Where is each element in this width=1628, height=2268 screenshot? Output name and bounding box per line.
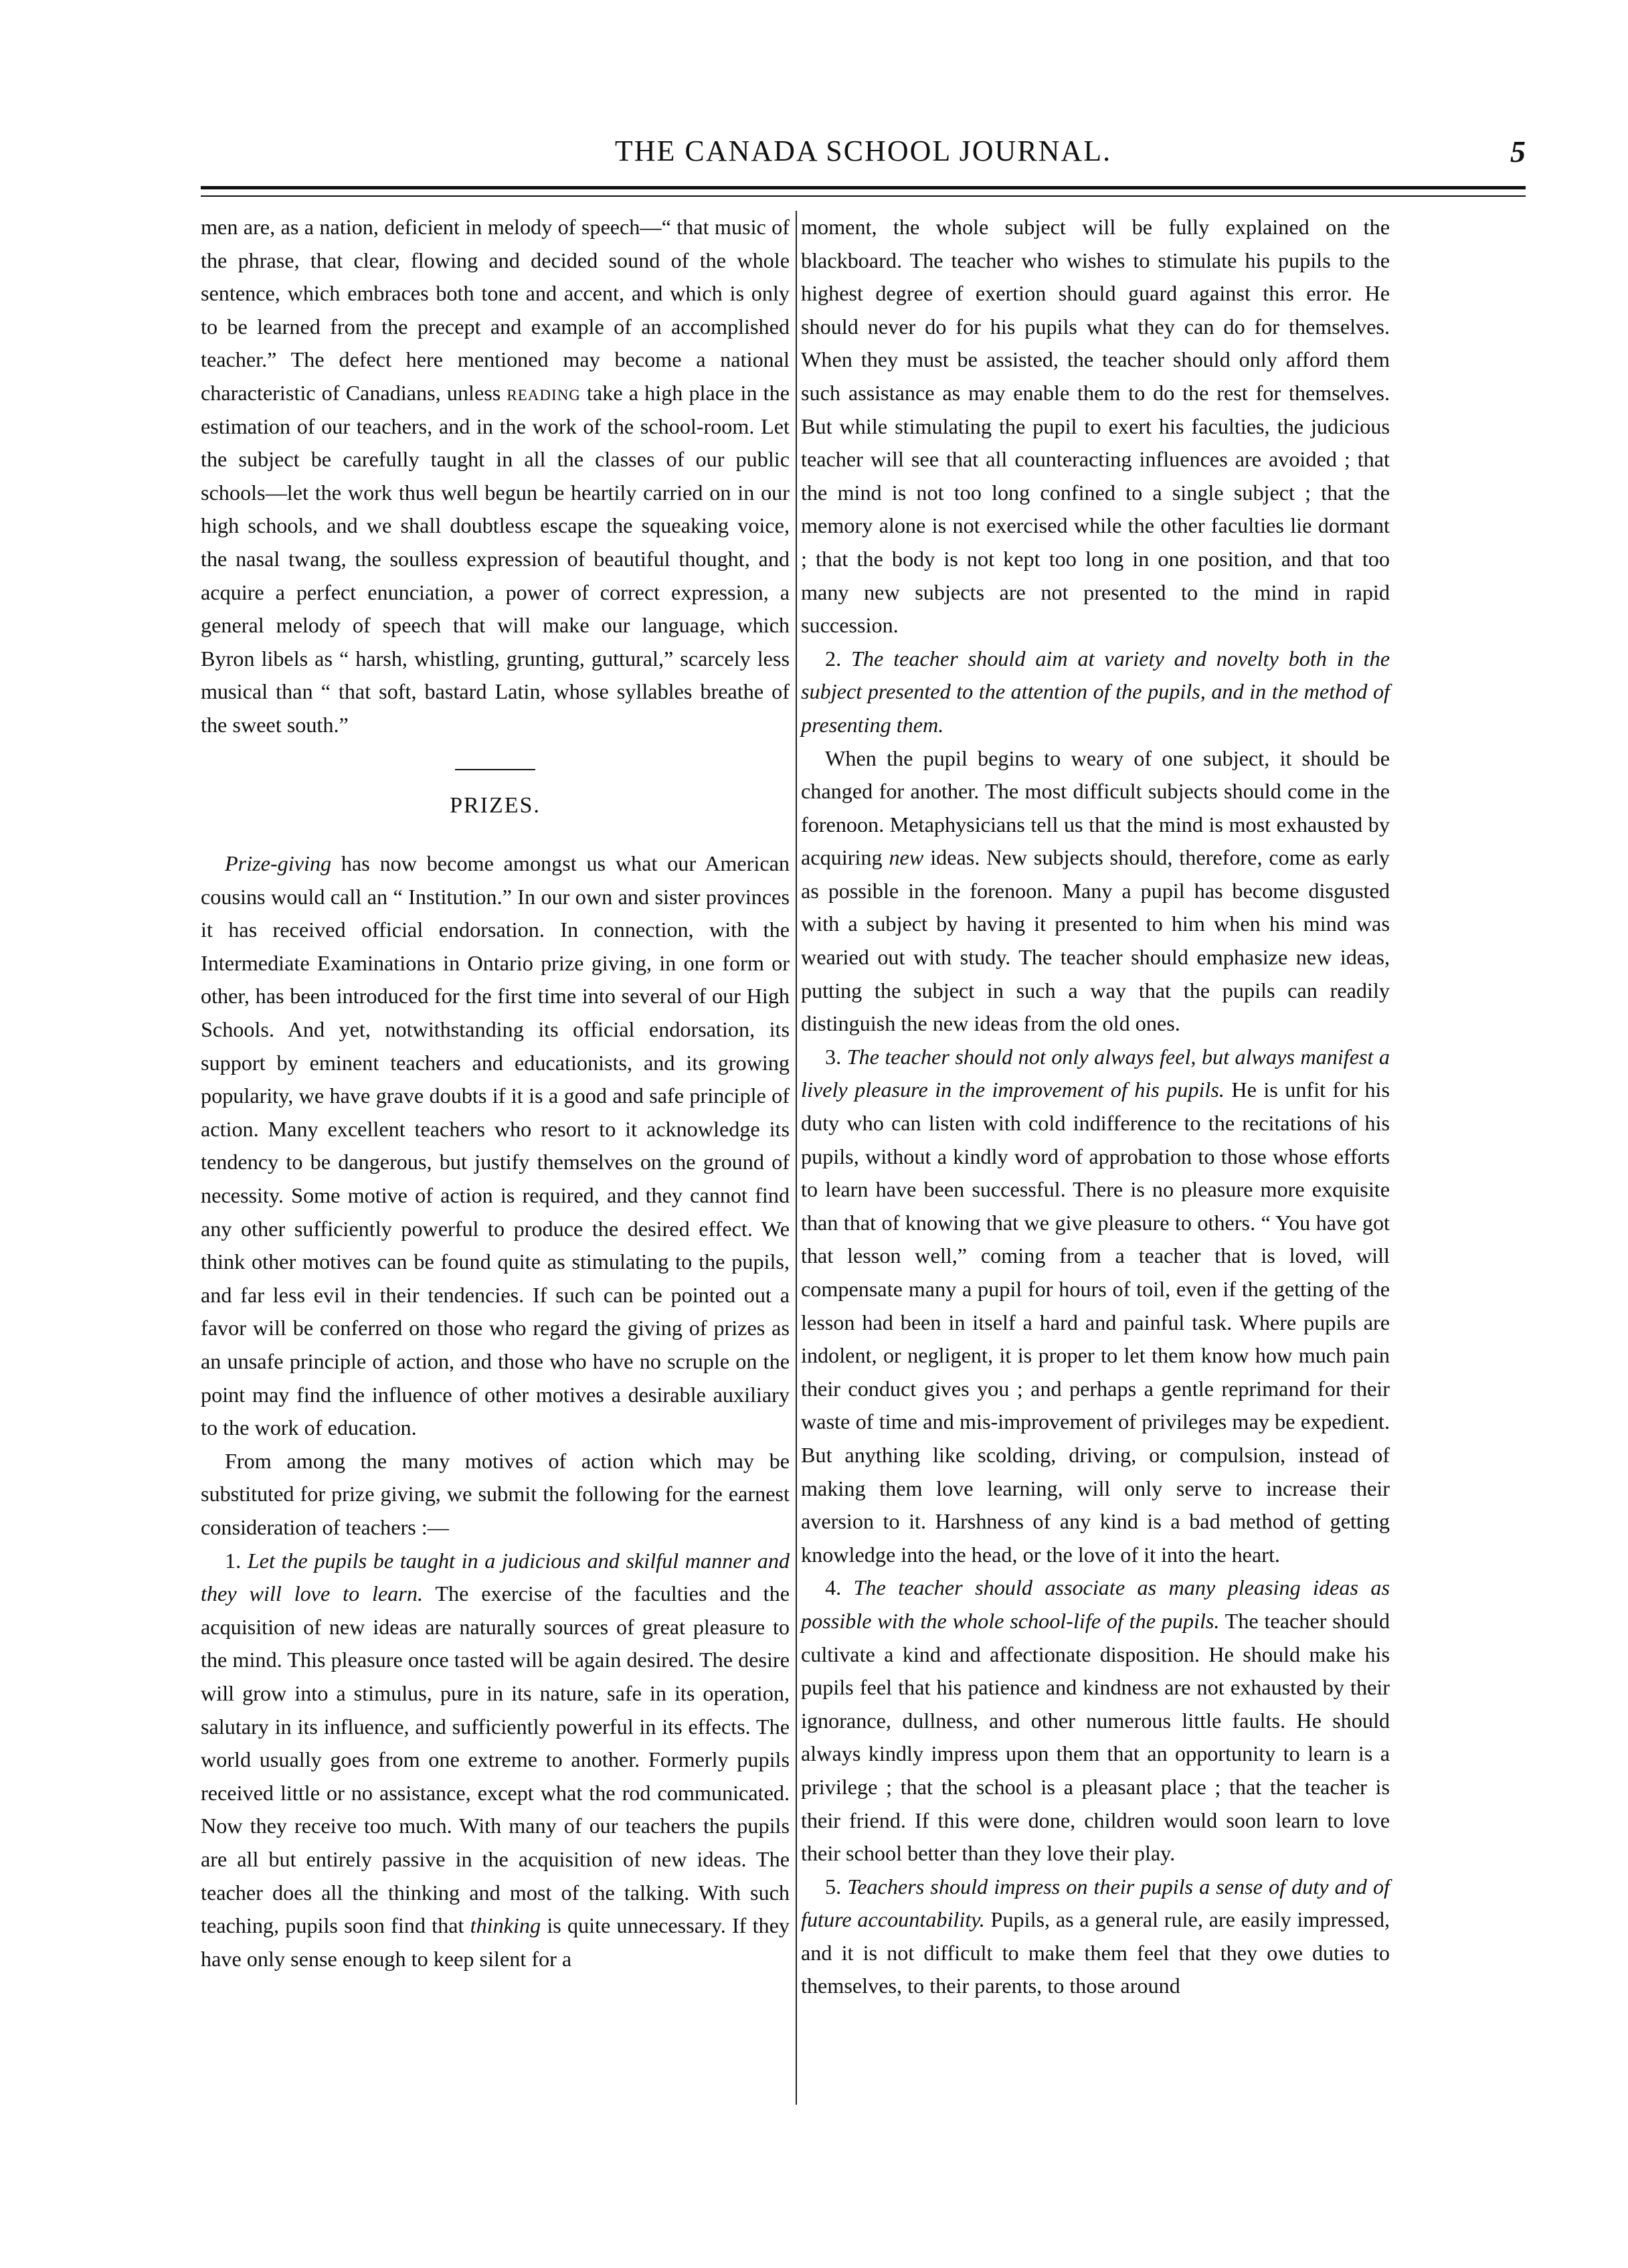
numbered-paragraph: [801, 1870, 1390, 2003]
numbered-paragraph: [201, 1545, 790, 1976]
header-rule-thick: [201, 186, 1526, 189]
left-column: [201, 211, 790, 1976]
paragraph: [801, 742, 1390, 1041]
item-number: 4.: [825, 1575, 854, 1600]
text-run: The teacher should cultivate a kind and affectionate disposition. He should make his pupils feel that his patience and kindness are not exhausted by their ignorance, dullness, and other numerous little faults. He should always kindly impress upon them that an opportunity to learn is a privilege ; that the school is a pleasant place ; that the teacher is their friend. If this were done, children would soon learn to love their school better than they love their play.: [801, 1608, 1390, 1866]
item-number: 1.: [225, 1548, 248, 1573]
paragraph: [201, 847, 790, 1445]
text-run: has now become amongst us what our American cousins would call an “ Institution.” In our own and sister provinces it has received official endorsation. In connection, with the Intermediate Examinations in Ontario prize giving, in one form or other, has been introduced for the first time into several of our High Schools. And yet, notwithstanding its official endorsation, its support by eminent teachers and educationists, and its growing popularity, we have grave doubts if it is a good and safe principle of action. Many excellent teachers who resort to it acknowledge its tendency to be dangerous, but justify themselves on the ground of necessity. Some motive of action is required, and they cannot find any other sufficiently powerful to produce the desired effect. We think other motives can be found quite as stimulating to the pupils, and far less evil in their tendencies. If such can be pointed out a favor will be conferred on those who regard the giving of prizes as an unsafe principle of action, and those who have no scruple on the point may find the influence of other motives a desirable auxiliary to the work of education.: [201, 851, 790, 1440]
item-number: 5.: [825, 1874, 848, 1899]
running-title: THE CANADA SCHOOL JOURNAL.: [614, 135, 1112, 167]
text-run: The exercise of the faculties and the acquisition of new ideas are naturally sources of great pleasure to the mind. This pleasure once tasted will be again desired. The desire will grow into a stimulus, pure in its nature, safe in its operation, salutary in its influence, and sufficiently powerful in its effects. The world usually goes from one extreme to another. Formerly pupils received little or no assistance, except what the rod communicated. Now they receive too much. With many of our teachers the pupils are all but entirely passive in the acquisition of new ideas. The teacher does all the thinking and most of the talking. With such teaching, pupils soon find that: [201, 1581, 790, 1938]
item-number: 2.: [825, 646, 852, 671]
text-run: take a high place in the estimation of our teachers, and in the work of the school-room. Let the subject be carefully taught in all the classes of our public schools—let the work thus well begun be heartily carried on in our high schools, and we shall doubtless escape the squeaking voice, the nasal twang, the soulless expression of beautiful thought, and acquire a perfect enunciation, a power of correct expression, a general melody of speech that will make our language, which Byron libels as “ harsh, whistling, grunting, guttural,” scarcely less musical than “ that soft, bastard Latin, whose syllables breathe of the sweet south.”: [201, 380, 790, 737]
text-run: men are, as a nation, deficient in melody of speech—“ that music of the phrase, that clear, flowing and decided sound of the whole sentence, which embraces both tone and accent, and which is only to be learned from the precept and example of an accomplished teacher.” The defect here mentioned may become a national characteristic of Canadians, unless: [201, 215, 790, 405]
numbered-paragraph: [801, 1571, 1390, 1870]
small-caps-word: reading: [507, 380, 581, 405]
right-column: [801, 211, 1390, 2003]
paragraph: [201, 211, 790, 742]
heading-rule: [455, 769, 535, 770]
text-run: He is unfit for his duty who can listen with cold indifference to the recitations of his pupils, without a kindly word of approbation to those whose efforts to learn have been successful. There is no pleasure more exquisite than that of knowing that we give pleasure to others. “ You have got that lesson well,” coming from a teacher that is loved, will compensate many a pupil for hours of toil, even if the getting of the lesson had been in itself a hard and painful task. Where pupils are indolent, or negligent, it is proper to let them know how much pain their conduct gives you ; and perhaps a gentle reprimand for their waste of time and mis-improvement of privileges may be expedient. But anything like scolding, driving, or compulsion, instead of making them love learning, will only serve to increase their aversion to it. Harshness of any kind is a bad method of getting knowledge into the head, or the love of it into the heart.: [801, 1077, 1390, 1567]
page-number: 5: [1510, 135, 1526, 169]
text-run: ideas. New subjects should, therefore, come as early as possible in the forenoon. Many a pupil has become disgusted with a subject by having it presented to him when his mind was wearied out with study. The teacher should emphasize new ideas, putting the subject in such a way that the pupils can readily distinguish the new ideas from the old ones.: [801, 845, 1390, 1036]
text-run: When the pupil begins to weary of one subject, it should be changed for another. The most difficult subjects should come in the forenoon. Metaphysicians tell us that the mind is most exhausted by acquiring: [801, 746, 1390, 870]
item-number: 3.: [825, 1044, 847, 1069]
italic-run: Teachers should impress on their pupils a sense of duty and of future accountability.: [801, 1874, 1390, 1932]
italic-run: The teacher should not only always feel, but always manifest a lively pleasure in the improvement of his pupils.: [801, 1044, 1390, 1102]
italic-run: thinking: [470, 1913, 541, 1938]
text-run: From among the many motives of action which may be substituted for prize giving, we submit the following for the earnest consideration of teachers :—: [201, 1448, 790, 1539]
italic-run: The teacher should associate as many pleasing ideas as possible with the whole school-life of the pupils.: [801, 1575, 1390, 1633]
paragraph: [801, 211, 1390, 642]
italic-run: Prize-giving: [225, 851, 332, 876]
section-title: PRIZES.: [450, 792, 541, 818]
text-run: moment, the whole subject will be fully explained on the blackboard. The teacher who wishes to stimulate his pupils to the highest degree of exertion should guard against this error. He should never do for his pupils what they can do for themselves. When they must be assisted, the teacher should only afford them such assistance as may enable them to do the rest for themselves. But while stimulating the pupil to exert his faculties, the judicious teacher will see that all counteracting influences are avoided ; that the mind is not too long confined to a single subject ; that the memory alone is not exercised while the other faculties lie dormant ; that the body is not kept too long in one position, and that too many new subjects are not presented to the mind in rapid succession.: [801, 215, 1390, 638]
section-heading: [201, 769, 790, 822]
text-run: Pupils, as a general rule, are easily impressed, and it is not difficult to make them feel that they owe duties to themselves, to their parents, to those around: [801, 1907, 1390, 1998]
numbered-paragraph: [801, 1041, 1390, 1572]
paragraph: [201, 1445, 790, 1545]
italic-run: The teacher should aim at variety and novelty both in the subject presented to the attention of the pupils, and in the method of presenting them.: [801, 646, 1390, 737]
numbered-paragraph: [801, 642, 1390, 742]
page-header: [201, 134, 1526, 187]
italic-run: new: [889, 845, 924, 870]
header-rule-thin: [201, 195, 1526, 197]
column-divider: [796, 211, 797, 2105]
italic-run: Let the pupils be taught in a judicious and skilful manner and they will love to learn.: [201, 1548, 790, 1606]
text-run: is quite unnecessary. If they have only sense enough to keep silent for a: [201, 1913, 790, 1971]
